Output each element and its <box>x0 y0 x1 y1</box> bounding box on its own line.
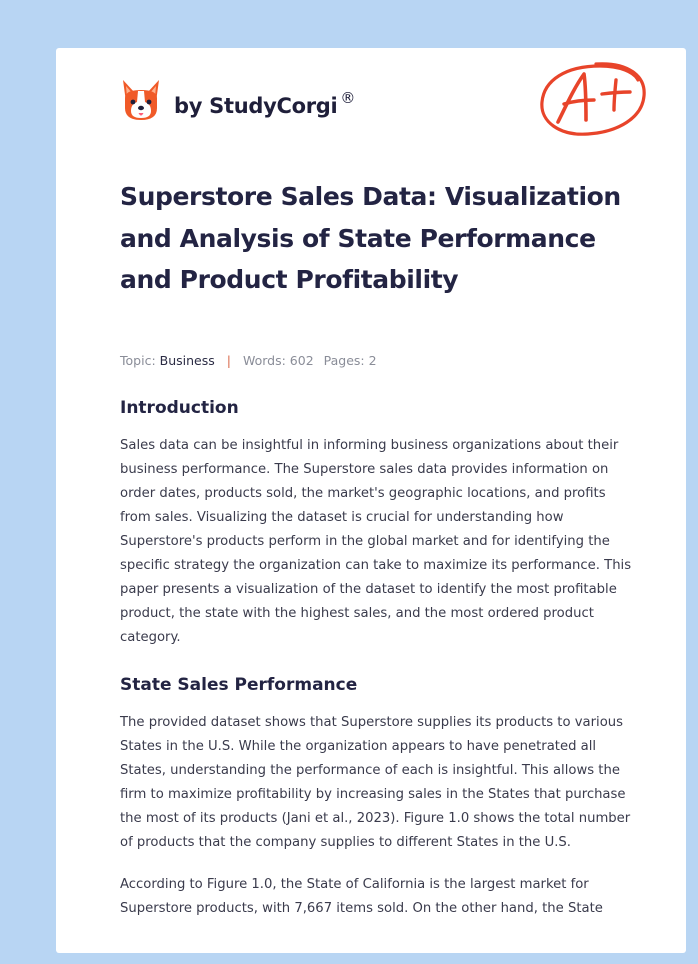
section-heading-introduction: Introduction <box>120 398 239 418</box>
topic-label: Topic: <box>120 353 156 368</box>
a-plus-grade-stamp <box>536 58 648 140</box>
pages-value: 2 <box>368 353 377 368</box>
section-heading-state-sales-performance: State Sales Performance <box>120 675 358 695</box>
corgi-head-icon <box>120 78 162 124</box>
paragraph: The provided dataset shows that Superstore supplies its products to various States in the U.S. While the organization appears to have penetrated all States, understanding the performance of each is insightful. This allows the firm to maximize profitability by increasing sales in the States that purchase the most of its products (Jani et al., 2023). Figure 1.0 shows the total number of products that the company supplies to different States in the U.S. <box>120 715 631 850</box>
document-title: Superstore Sales Data: Visualization and Analysis of State Performance and Product Profitability <box>120 182 621 294</box>
brand-header[interactable] <box>120 76 355 126</box>
document-page <box>56 48 686 953</box>
words-label: Words: <box>242 353 286 368</box>
paragraph: According to Figure 1.0, the State of California is the largest market for Superstore products, with 7,667 items sold. On the other hand, the State <box>120 877 603 916</box>
paragraph: Sales data can be insightful in informing business organizations about their business performance. The Superstore sales data provides information on order dates, products sold, the market's geographic locations, and profits from sales. Visualizing the dataset is crucial for understanding how Superstore's products perform in the global market and for identifying the specific strategy the organization can take to maximize its performance. This paper presents a visualization of the dataset to identify the most profitable product, the state with the highest sales, and the most ordered product category. <box>120 438 632 645</box>
pages-label: Pages: <box>323 353 365 368</box>
document-meta <box>120 353 377 368</box>
registered-mark: ® <box>340 89 356 107</box>
topic-value[interactable]: Business <box>159 353 215 368</box>
brand-name: by StudyCorgi ® <box>174 89 356 118</box>
meta-separator: | <box>226 353 231 368</box>
document-body <box>120 396 636 921</box>
words-value: 602 <box>289 353 314 368</box>
